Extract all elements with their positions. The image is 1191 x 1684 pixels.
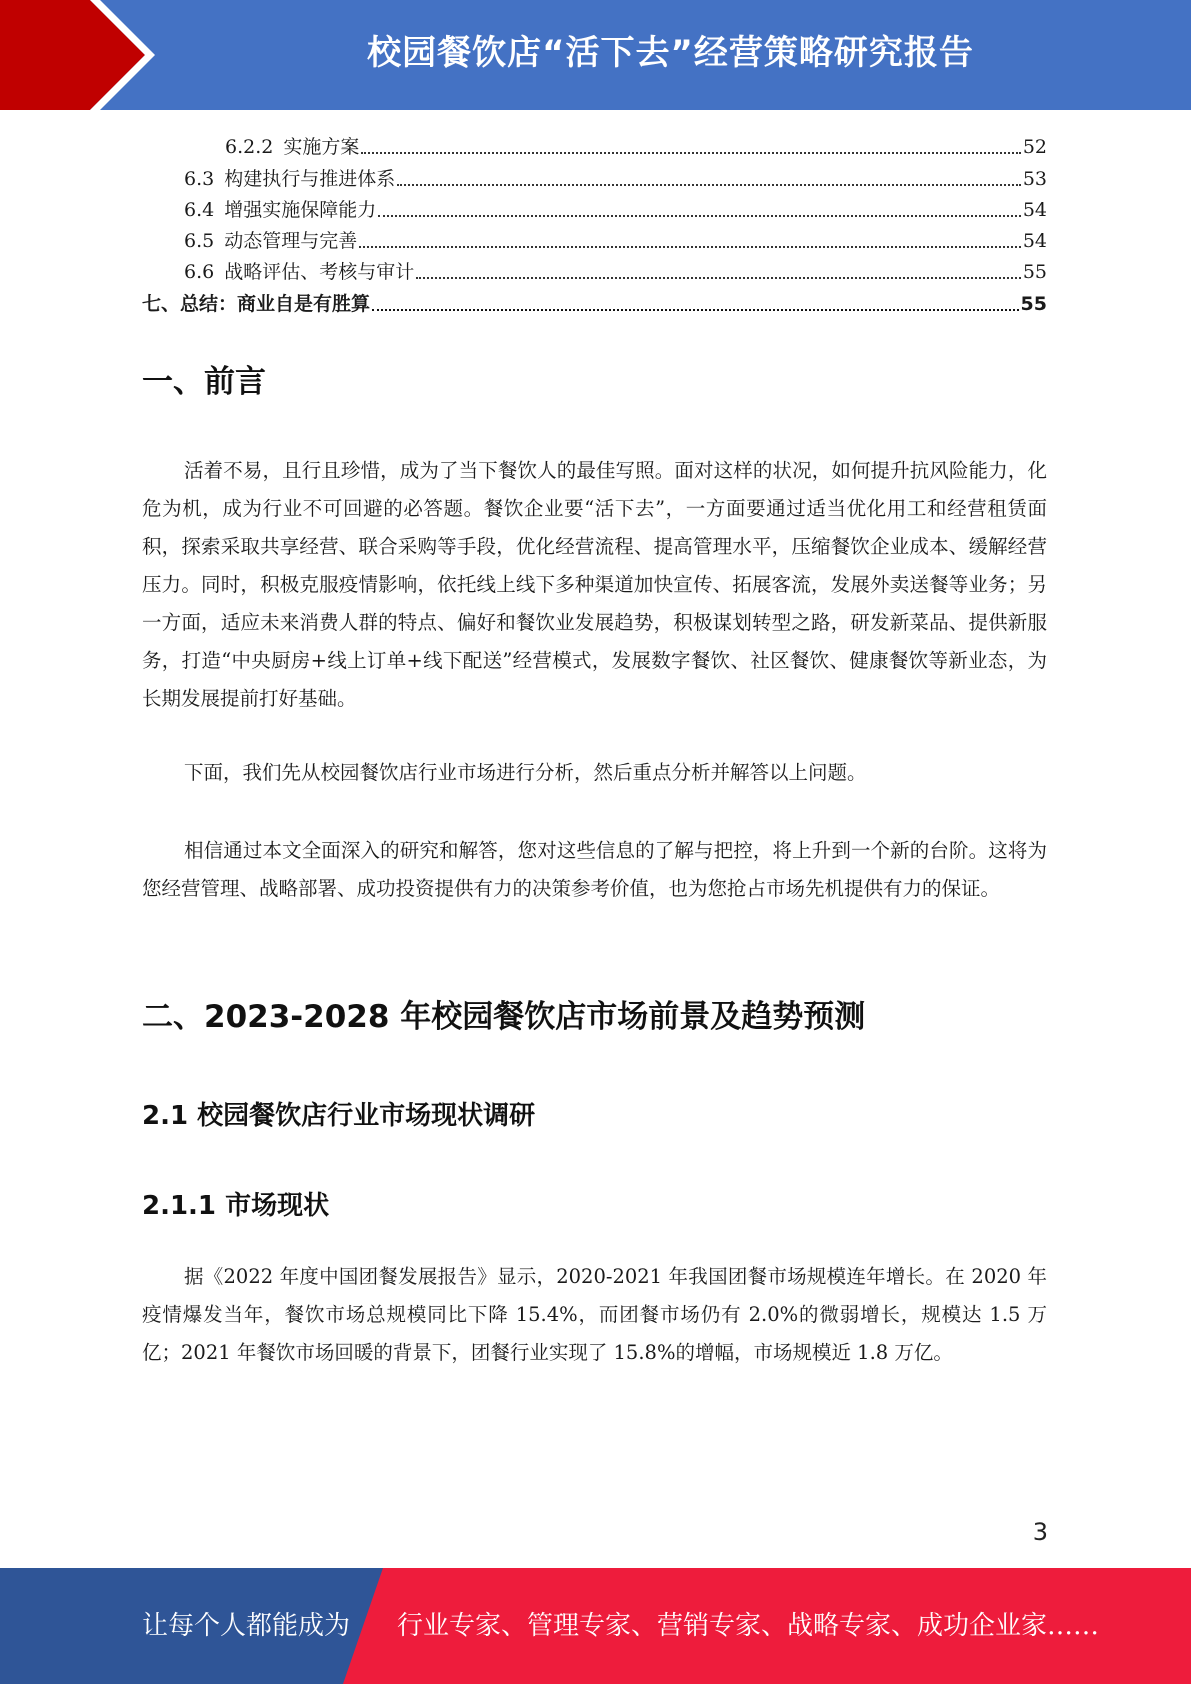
toc-entry-page: 54 — [1022, 230, 1047, 253]
page-number: 3 — [1032, 1518, 1048, 1546]
section-2-1-heading: 2.1 校园餐饮店行业市场现状调研 — [142, 1101, 536, 1131]
chapter2-heading: 二、2023-2028 年校园餐饮店市场前景及趋势预测 — [142, 999, 866, 1035]
toc-entry-number: 6.2.2 — [225, 136, 274, 159]
toc-entry-page: 53 — [1022, 167, 1047, 190]
footer-slogan-left: 让每个人都能成为 — [142, 1611, 351, 1641]
toc-entry-number: 6.6 — [184, 261, 215, 284]
toc-entry-label: 增强实施保障能力 — [224, 198, 377, 221]
toc-entry-label: 动态管理与完善 — [224, 230, 358, 253]
toc-leader-dots — [416, 276, 1021, 279]
section-2-1-1-paragraph: 据《2022 年度中国团餐发展报告》显示，2020-2021 年我国团餐市场规模连年增长。在 2020 年疫情爆发当年，餐饮市场总规模同比下降 15.4%，而团餐市场仍有 2.0%的微弱增长，规模达 1.5 万亿；2021 年餐饮市场回暖的背景下，团餐行业实现了 15.8%的增幅，市场规模近 1.8 万亿。 — [142, 1265, 1047, 1364]
toc-entry-label: 战略评估、考核与审计 — [224, 261, 415, 284]
toc-entry-page: 52 — [1022, 136, 1047, 159]
toc-entry-number: 6.3 — [184, 167, 215, 190]
toc-entry[interactable] — [142, 191, 1047, 222]
section-2-1-1-heading: 2.1.1 市场现状 — [142, 1191, 330, 1221]
toc-entry-label: 构建执行与推进体系 — [224, 167, 396, 190]
toc-leader-dots — [397, 183, 1021, 186]
page-header — [0, 0, 1191, 110]
toc-leader-dots — [372, 308, 1019, 311]
toc-entry[interactable] — [142, 159, 1047, 190]
toc-entry-label: 实施方案 — [283, 136, 360, 159]
toc-entry[interactable] — [142, 222, 1047, 253]
toc-entry-number: 6.4 — [184, 198, 215, 221]
toc-entry-page: 54 — [1022, 198, 1047, 221]
toc-entry[interactable] — [142, 253, 1047, 284]
toc-leader-dots — [361, 151, 1020, 154]
preface-paragraph-3: 相信通过本文全面深入的研究和解答，您对这些信息的了解与把控，将上升到一个新的台阶。这将为您经营管理、战略部署、成功投资提供有力的决策参考价值，也为您抢占市场先机提供有力的保证。 — [142, 839, 1047, 900]
toc-leader-dots — [378, 214, 1021, 217]
table-of-contents — [142, 128, 1047, 316]
preface-paragraph-1: 活着不易，且行且珍惜，成为了当下餐饮人的最佳写照。面对这样的状况，如何提升抗风险能力，化危为机，成为行业不可回避的必答题。餐饮企业要“活下去”，一方面要通过适当优化用工和经营租赁面积，探索采取共享经营、联合采购等手段，优化经营流程、提高管理水平，压缩餐饮企业成本、缓解经营压力。同时，积极克服疫情影响，依托线上线下多种渠道加快宣传、拓展客流，发展外卖送餐等业务；另一方面，适应未来消费人群的特点、偏好和餐饮业发展趋势，积极谋划转型之路，研发新菜品、提供新服务，打造“中央厨房+线上订单+线下配送”经营模式，发展数字餐饮、社区餐饮、健康餐饮等新业态，为长期发展提前打好基础。 — [142, 459, 1047, 710]
toc-entry-chapter[interactable] — [142, 284, 1047, 315]
preface-heading: 一、前言 — [142, 364, 266, 400]
report-title: 校园餐饮店“活下去”经营策略研究报告 — [367, 33, 974, 73]
preface-paragraph-2: 下面，我们先从校园餐饮店行业市场进行分析，然后重点分析并解答以上问题。 — [184, 761, 867, 784]
page-footer — [0, 1568, 1191, 1684]
toc-leader-dots — [359, 245, 1021, 248]
footer-slogan-right: 行业专家、管理专家、营销专家、战略专家、成功企业家…… — [397, 1611, 1100, 1641]
toc-entry-number: 6.5 — [184, 230, 215, 253]
toc-entry-page: 55 — [1022, 261, 1047, 284]
toc-entry-label: 七、总结：商业自是有胜算 — [142, 292, 371, 315]
toc-entry-page: 55 — [1020, 292, 1047, 315]
toc-entry[interactable] — [142, 128, 1047, 159]
